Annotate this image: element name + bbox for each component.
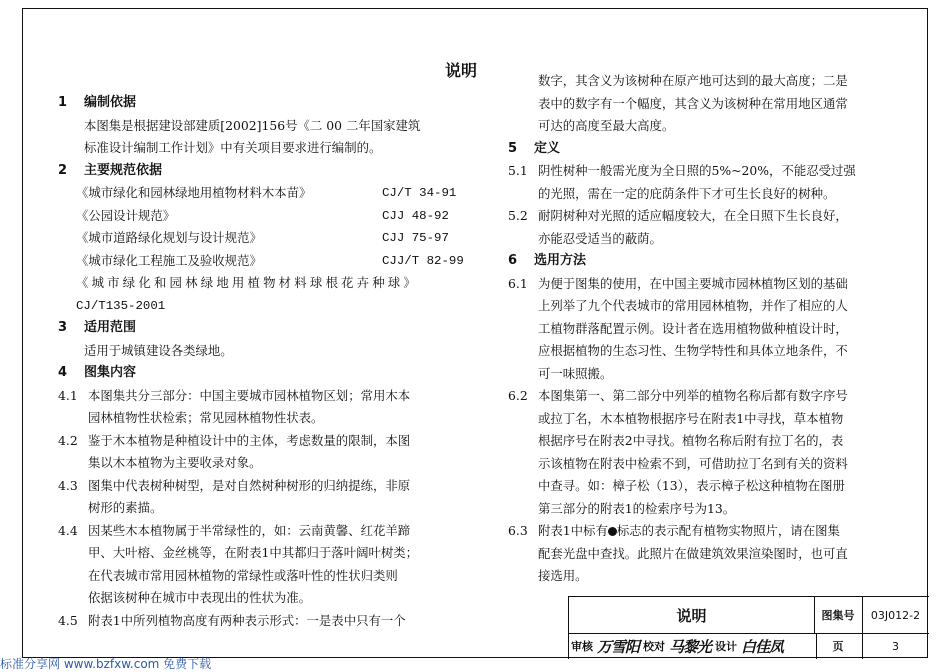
list-item: 6.1 为便于图集的使用，在中国主要城市园林植物区划的基础 xyxy=(508,275,848,291)
list-item-line: 可达的高度至最大高度。 xyxy=(538,118,675,133)
list-item-line: 甲、大叶榕、金丝桃等，在附表1中其都归于落叶阔叶树类； xyxy=(88,545,419,560)
page-label: 页 xyxy=(814,633,863,659)
list-item: 4.5 附表1中所列植物高度有两种表示形式：一是表中只有一个 xyxy=(58,612,406,628)
list-item-line: 接选用。 xyxy=(538,568,588,583)
paragraph-line: 本图集是根据建设部建质[2002]156号《二 00 二年国家建筑 xyxy=(84,117,421,133)
check-signature: 马黎光 xyxy=(669,637,712,656)
list-item: 4.2 鉴于木本植物是种植设计中的主体，考虑数量的限制，本图 xyxy=(58,432,411,448)
paragraph-line: 标准设计编制工作计划》中有关项目要求进行编制的。 xyxy=(84,140,382,155)
atlas-number-label: 图集号 xyxy=(814,597,863,634)
list-item-line: 可一味照搬。 xyxy=(538,365,613,381)
list-item: 4.4 因某些木本植物属于半常绿性的，如：云南黄馨、红花羊蹄 xyxy=(58,522,411,538)
page-title: 说明 xyxy=(445,61,478,80)
reference-code: CJ/T135-2001 xyxy=(76,298,166,313)
reference-item: 《公园设计规范》 CJJ 48-92 xyxy=(76,207,449,223)
signature-row xyxy=(569,633,817,659)
list-item: 6.3 附表1中标有 标志的表示配有植物实物照片，请在图集 xyxy=(508,523,840,538)
list-item-line: 树形的素描。 xyxy=(88,500,163,515)
reference-item: 《城市绿化和园林绿地用植物材料球根花卉种球》 xyxy=(76,275,419,290)
right-column xyxy=(508,70,908,588)
list-item-line: 表中的数字有一个幅度，其含义为该树种在常用地区通常 xyxy=(538,95,848,111)
section-4-heading: 4 图集内容 xyxy=(58,365,137,380)
section-5-heading: 5 定义 xyxy=(508,140,561,156)
list-item-line: 示该植物在附表中检索不到，可借助拉丁名到有关的资料 xyxy=(538,455,848,471)
check-label: 校对 xyxy=(643,640,666,653)
list-item-line: 的光照，需在一定的庇荫条件下才可生长良好的树种。 xyxy=(538,185,836,201)
list-item-line: 第三部分的附表1的检索序号为13。 xyxy=(538,500,736,516)
design-signature: 白佳凤 xyxy=(741,637,784,656)
list-item-line: 集以木本植物为主要收录对象。 xyxy=(88,455,262,470)
section-2-heading: 2 主要规范依据 xyxy=(58,162,163,178)
page-number: 3 xyxy=(892,639,899,653)
list-item-line: 配套光盘中查找。此照片在做建筑效果渲染图时，也可直 xyxy=(538,545,848,561)
list-item-line: 中查寻。如：樟子松（13），表示樟子松这种植物在图册 xyxy=(538,478,845,493)
reference-item: 《城市绿化和园林绿地用植物材料木本苗》 CJ/T 34-91 xyxy=(76,185,457,200)
section-6-heading: 6 选用方法 xyxy=(508,253,587,268)
list-item: 4.3 图集中代表树种树型，是对自然树种树形的归纳提练，非原 xyxy=(58,477,411,493)
list-item-line: 园林植物性状检索；常见园林植物性状表。 xyxy=(88,410,324,425)
title-block xyxy=(568,596,929,659)
list-item: 5.1 阴性树种一般需光度为全日照的5%~20%，不能忍受过强 xyxy=(508,163,856,178)
list-item-line: 依据该树种在城市中表现出的性状为准。 xyxy=(88,590,312,605)
list-item-line: 亦能忍受适当的蔽荫。 xyxy=(538,230,662,246)
list-item-line: 工植物群落配置示例。设计者在选用植物做种植设计时， xyxy=(538,320,848,336)
paragraph-line: 适用于城镇建设各类绿地。 xyxy=(84,342,233,358)
section-3-heading: 3 适用范围 xyxy=(58,320,137,335)
list-item: 4.1 本图集共分三部分：中国主要城市园林植物区划；常用木本 xyxy=(58,387,411,403)
list-item: 5.2 耐阴树种对光照的适应幅度较大，在全日照下生长良好， xyxy=(508,208,848,223)
review-label: 审核 xyxy=(571,640,593,653)
review-signature: 万雪阳 xyxy=(597,637,640,656)
reference-item: 《城市绿化工程施工及验收规范》 CJJ/T 82-99 xyxy=(76,252,464,268)
photo-marker-icon xyxy=(608,527,617,536)
list-item-line: 或拉丁名，木本植物根据序号在附表1中寻找，草本植物 xyxy=(538,410,844,426)
list-item-line: 应根据植物的生态习性、生物学特性和具体立地条件，不 xyxy=(538,343,848,358)
watermark-link[interactable]: 标准分享网 www.bzfxw.com 免费下载 xyxy=(0,657,212,671)
list-item-line: 数字，其含义为该树种在原产地可达到的最大高度；二是 xyxy=(538,73,848,88)
title-block-title: 说明 xyxy=(569,597,815,634)
list-item-line: 在代表城市常用园林植物的常绿性或落叶性的性状归类则 xyxy=(88,567,398,583)
atlas-number: 03J012-2 xyxy=(862,597,929,634)
section-1-heading: 1 编制依据 xyxy=(58,95,137,110)
design-label: 设计 xyxy=(715,640,738,653)
left-column xyxy=(58,92,478,632)
reference-item: 《城市道路绿化规划与设计规范》 CJJ 75-97 xyxy=(76,230,449,245)
list-item: 6.2 本图集第一、第二部分中列举的植物名称后都有数字序号 xyxy=(508,388,848,403)
list-item-line: 根据序号在附表2中寻找。植物名称后附有拉丁名的，表 xyxy=(538,433,844,448)
list-item-line: 上列举了九个代表城市的常用园林植物，并作了相应的人 xyxy=(538,298,848,313)
